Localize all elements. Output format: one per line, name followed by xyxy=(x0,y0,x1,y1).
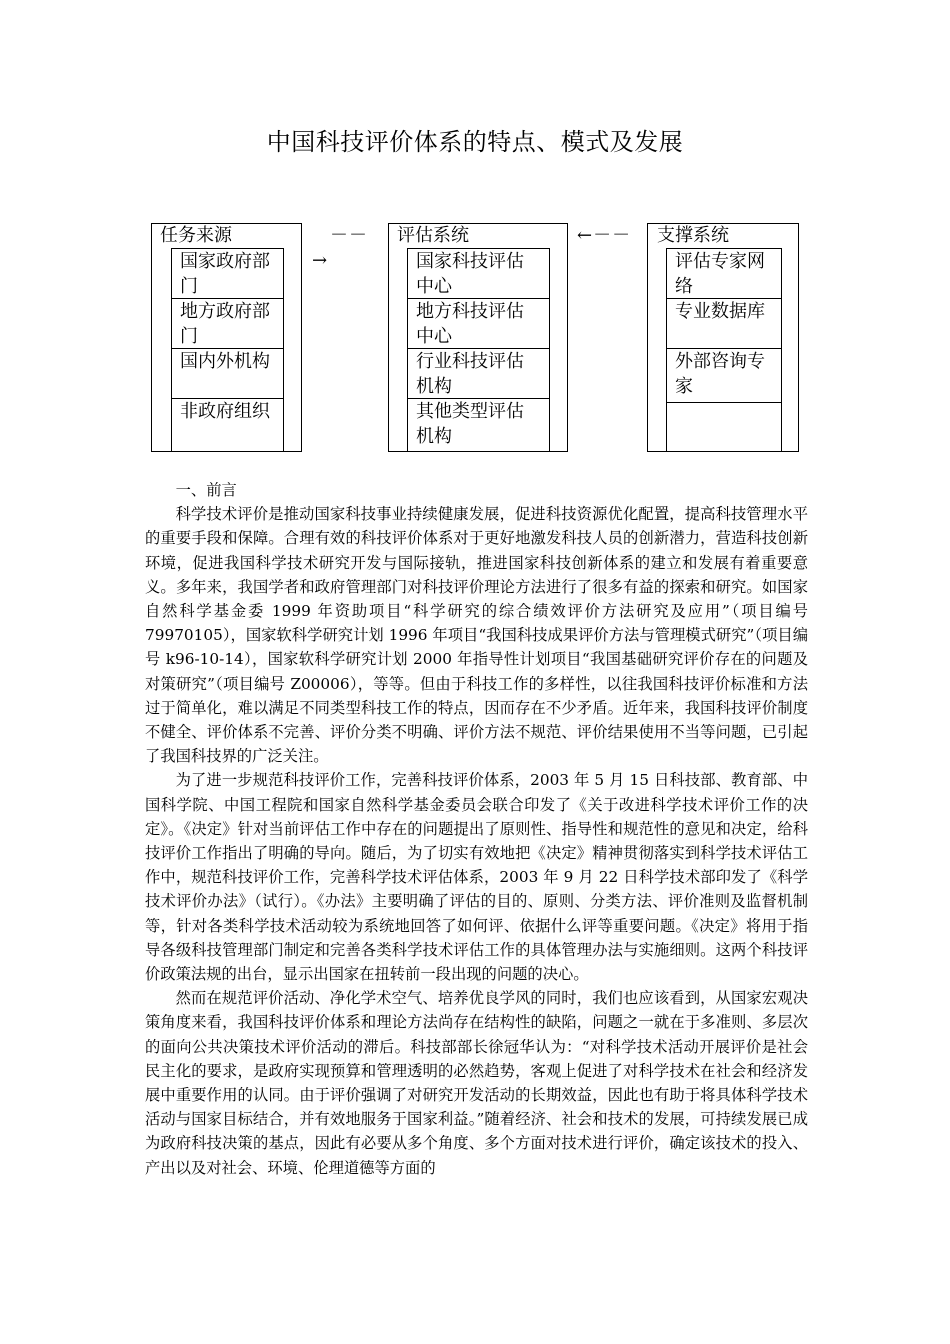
article-body xyxy=(145,478,808,1180)
arrow-dashes: －－ xyxy=(330,225,368,246)
arrow-right-icon: → xyxy=(312,250,329,271)
arrow-left-icon: ←－－ xyxy=(577,225,632,246)
evaluation-system-item: 国家科技评估中心 xyxy=(407,248,550,299)
support-system-item: 专业数据库 xyxy=(666,298,782,349)
evaluation-system-item: 地方科技评估中心 xyxy=(407,298,550,349)
task-source-item: 国家政府部门 xyxy=(171,248,284,299)
support-system-item xyxy=(666,402,782,452)
evaluation-system-item: 行业科技评估机构 xyxy=(407,348,550,399)
section-heading: 一、前言 xyxy=(175,481,237,499)
paragraph: 科学技术评价是推动国家科技事业持续健康发展，促进科技资源优化配置，提高科技管理水平的重要手段和保障。合理有效的科技评价体系对于更好地激发科技人员的创新潜力，营造科技创新环境，促进我国科学技术研究开发与国际接轨，推进国家科技创新体系的建立和发展有着重要意义。多年来，我国学者和政府管理部门对科技评价理论方法进行了很多有益的探索和研究。如国家自然科学基金委 1999 年资助项目“科学研究的综合绩效评价方法研究及应用”（项目编号 79970105），国家软科学研究计划 1996 年项目“我国科技成果评价方法与管理模式研究”（项目编号 k96-10-14），国家软科学研究计划 2000 年指导性计划项目“我国基础研究评价存在的问题及对策研究”（项目编号 Z00006），等等。但由于科技工作的多样性，以往我国科技评价标准和方法过于简单化，难以满足不同类型科技工作的特点，因而存在不少矛盾。近年来，我国科技评价制度不健全、评价体系不完善、评价分类不明确、评价方法不规范、评价结果使用不当等问题，已引起了我国科技界的广泛关注。 xyxy=(145,505,808,766)
evaluation-system-header: 评估系统 xyxy=(397,225,469,246)
task-source-item: 国内外机构 xyxy=(171,348,284,399)
evaluation-system-item: 其他类型评估机构 xyxy=(407,398,550,452)
support-system-item: 评估专家网络 xyxy=(666,248,782,299)
support-system-header: 支撑系统 xyxy=(657,225,729,246)
paragraph: 然而在规范评价活动、净化学术空气、培养优良学风的同时，我们也应该看到，从国家宏观决策角度来看，我国科技评价体系和理论方法尚存在结构性的缺陷，问题之一就在于多准则、多层次的面向公共决策技术评价活动的滞后。科技部部长徐冠华认为：“对科学技术活动开展评价是社会民主化的要求，是政府实现预算和管理透明的必然趋势，客观上促进了对科学技术在社会和经济发展中重要作用的认同。由于评价强调了对研究开发活动的长期效益，因此也有助于将具体科学技术活动与国家目标结合，并有效地服务于国家利益。”随着经济、社会和技术的发展，可持续发展已成为政府科技决策的基点，因此有必要从多个角度、多个方面对技术进行评价，确定该技术的投入、产出以及对社会、环境、伦理道德等方面的 xyxy=(145,989,808,1177)
support-system-item: 外部咨询专家 xyxy=(666,348,782,403)
page-title: 中国科技评价体系的特点、模式及发展 xyxy=(266,128,684,156)
task-source-item: 地方政府部门 xyxy=(171,298,284,349)
paragraph: 为了进一步规范科技评价工作，完善科技评价体系，2003 年 5 月 15 日科技部、教育部、中国科学院、中国工程院和国家自然科学基金委员会联合印发了《关于改进科学技术评价工作的决定》。《决定》针对当前评估工作中存在的问题提出了原则性、指导性和规范性的意见和决定，给科技评价工作指出了明确的导向。随后，为了切实有效地把《决定》精神贯彻落实到科学技术评估工作中，规范科技评价工作，完善科学技术评估体系，2003 年 9 月 22 日科学技术部印发了《科学技术评价办法》（试行）。《办法》主要明确了评估的目的、原则、分类方法、评价准则及监督机制等，针对各类科学技术活动较为系统地回答了如何评、依据什么评等重要问题。《决定》将用于指导各级科技管理部门制定和完善各类科学技术评估工作的具体管理办法与实施细则。这两个科技评价政策法规的出台，显示出国家在扭转前一段出现的问题的决心。 xyxy=(145,771,808,984)
task-source-header: 任务来源 xyxy=(160,225,232,246)
task-source-item: 非政府组织 xyxy=(171,398,284,452)
